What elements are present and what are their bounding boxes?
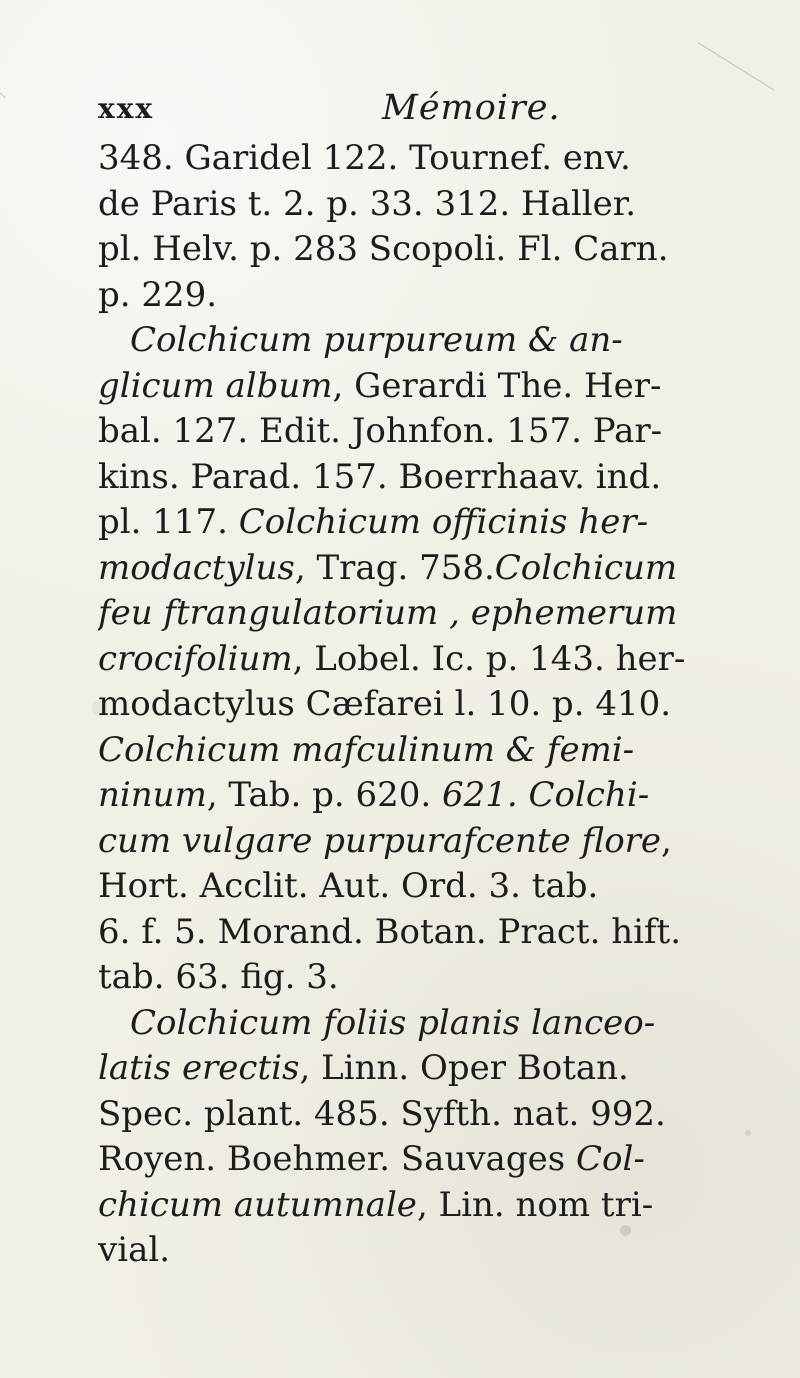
italic-segment: Colchicum — [494, 547, 678, 588]
text-line — [98, 273, 720, 319]
roman-segment: bal. 127. Edit. Johnfon. 157. Par- — [98, 411, 663, 451]
text-line — [98, 1183, 720, 1229]
roman-segment: , Gerardi The. Her- — [332, 365, 662, 406]
page-header — [98, 88, 718, 132]
roman-segment: vial. — [98, 1230, 171, 1270]
roman-segment: modactylus Cæfarei l. 10. p. 410. — [98, 684, 672, 724]
roman-segment: Spec. plant. 485. Syfth. nat. 992. — [98, 1093, 666, 1134]
roman-segment: 6. f. 5. Morand. Botan. Pract. hift. — [98, 911, 682, 952]
italic-segment: ninum — [98, 775, 207, 815]
text-line — [98, 546, 720, 592]
roman-segment: de Paris t. 2. p. 33. 312. Haller. — [98, 183, 637, 224]
text-line — [98, 1137, 720, 1183]
italic-segment: feu ftrangulatorium , ephemerum — [98, 593, 678, 633]
text-line — [98, 637, 720, 683]
roman-segment: p. 229. — [98, 274, 218, 315]
italic-segment: Colchicum officinis her- — [238, 502, 649, 542]
text-line — [98, 955, 720, 1001]
roman-segment: kins. Parad. 157. Boerrhaav. ind. — [98, 456, 662, 497]
text-line — [98, 773, 720, 819]
italic-segment: glicum album — [98, 365, 333, 406]
italic-segment: Colchicum foliis planis lanceo- — [130, 1002, 656, 1043]
text-line — [98, 864, 720, 910]
text-line — [98, 227, 720, 273]
text-line — [98, 682, 720, 728]
roman-segment: , Lobel. Ic. p. 143. her- — [292, 638, 686, 679]
text-line — [98, 182, 720, 228]
roman-segment: , Lin. nom tri- — [416, 1184, 654, 1225]
roman-segment: , Trag. 758. — [294, 547, 495, 588]
italic-segment: Col- — [575, 1139, 645, 1179]
text-line — [98, 136, 720, 182]
paper-hairline — [0, 92, 6, 98]
text-line — [98, 318, 720, 364]
italic-segment: 621. Colchi- — [442, 775, 650, 815]
text-line — [98, 455, 720, 501]
text-line — [98, 1092, 720, 1138]
roman-segment: , Tab. p. 620. — [206, 775, 443, 815]
text-line — [98, 910, 720, 956]
text-line — [98, 1001, 720, 1047]
text-line — [98, 364, 720, 410]
italic-segment: crocifolium — [98, 638, 293, 679]
italic-segment: latis erectis — [98, 1048, 300, 1088]
roman-segment: , Linn. Oper Botan. — [299, 1048, 629, 1088]
text-line — [98, 1046, 720, 1092]
italic-segment: Colchicum purpureum & an- — [130, 320, 623, 360]
roman-segment: tab. 63. fig. 3. — [98, 957, 339, 997]
running-title: Mémoire. — [382, 88, 561, 128]
italic-segment: chicum autumnale — [98, 1184, 417, 1225]
roman-segment: 348. Garidel 122. Tournef. env. — [98, 138, 631, 178]
italic-segment: modactylus — [98, 547, 295, 588]
page-number: xxx — [98, 92, 155, 125]
text-line — [98, 591, 720, 637]
text-line — [98, 819, 720, 865]
text-line — [98, 1228, 720, 1274]
ink-dot — [745, 1130, 751, 1136]
roman-segment: pl. 117. — [98, 502, 239, 542]
roman-segment: Royen. Boehmer. Sauvages — [98, 1139, 576, 1179]
text-line — [98, 500, 720, 546]
text-line — [98, 409, 720, 455]
paper-hairline — [697, 42, 774, 91]
body-text — [98, 136, 720, 1274]
roman-segment: , — [661, 820, 672, 861]
text-line — [98, 728, 720, 774]
italic-segment: Colchicum mafculinum & femi- — [98, 729, 635, 770]
italic-segment: cum vulgare purpurafcente flore — [98, 820, 662, 861]
roman-segment: Hort. Acclit. Aut. Ord. 3. tab. — [98, 866, 599, 906]
roman-segment: pl. Helv. p. 283 Scopoli. Fl. Carn. — [98, 229, 669, 269]
